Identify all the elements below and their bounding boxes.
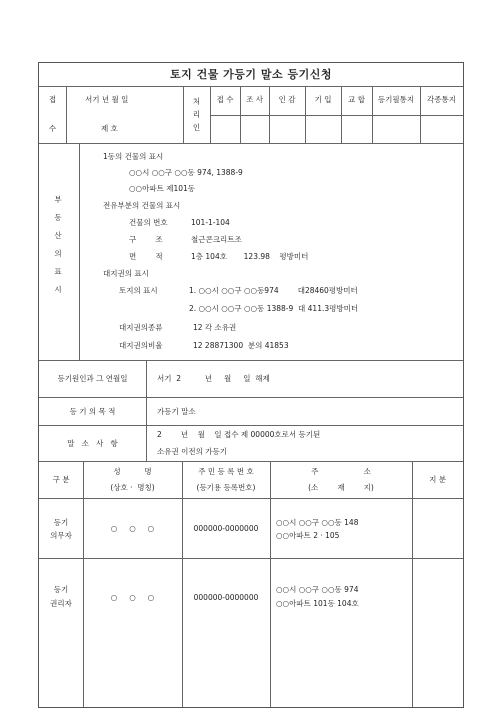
col-receipt: 접 수 (216, 95, 234, 104)
purpose-label: 등 기 의 목 적 (69, 407, 116, 416)
rule-property-bottom (39, 360, 463, 361)
cause-label: 등기원인과 그 연월일 (57, 374, 128, 383)
obligee-address-2: ○○아파트 101동 104호 (276, 599, 359, 608)
area: 1층 104호 123.98 평방미터 (191, 252, 309, 261)
receipt-label-bottom: 수 (48, 124, 57, 133)
land-heading: 대지권의 표시 (103, 269, 149, 278)
party-address-subheader: (소 재 지) (308, 483, 374, 492)
obligee-name: ○ ○ ○ (110, 593, 155, 602)
rule-col-6 (420, 86, 421, 143)
area-label: 면 적 (129, 252, 163, 261)
obligee-kind-2: 권리자 (50, 599, 72, 608)
land-ratio: 12 28871300 분의 41853 (193, 341, 289, 350)
rule-col-4 (341, 86, 342, 143)
process-label: 처리인 (192, 97, 201, 132)
party-share-header: 지 분 (429, 475, 446, 484)
rule-cause-bottom (39, 397, 463, 398)
rule-receipt-cols (210, 86, 211, 143)
obligor-address-1: ○○시 ○○구 ○○동 148 (276, 518, 359, 527)
rule-col-1 (240, 86, 241, 143)
cause-value: 서기 2 년 월 일 해제 (157, 374, 270, 383)
obligor-id: 000000-0000000 (193, 524, 259, 533)
party-kind-header: 구 분 (52, 475, 70, 484)
receipt-number: 제 호 (101, 124, 118, 133)
party-id-header: 주 민 등 록 번 호 (198, 467, 254, 476)
land-type-label: 대지권의종류 (119, 323, 163, 332)
building-heading: 1동의 건물의 표시 (103, 152, 164, 161)
cancel-line-2: 소유권 이전의 가등기 (157, 447, 227, 456)
purpose-value: 가등기 말소 (157, 407, 196, 416)
rule-party-1 (83, 461, 84, 707)
col-completion-notice: 등기필통지 (377, 95, 415, 104)
structure-label: 구 조 (129, 235, 163, 244)
land-1: 1. ○○시 ○○구 ○○동974 대28460평방미터 (189, 286, 358, 295)
property-label: 부동산의표시 (54, 195, 62, 294)
rule-purpose-bottom (39, 425, 463, 426)
land-type: 12 각 소유권 (193, 323, 237, 332)
unit-no: 101-1-104 (191, 218, 230, 227)
obligee-address-1: ○○시 ○○구 ○○동 974 (276, 585, 359, 594)
party-name-subheader: (상호 · 명칭) (110, 483, 155, 492)
rule-col-5 (372, 86, 373, 143)
obligor-kind-2: 의무자 (50, 531, 72, 540)
rule-obligor-bottom (39, 558, 463, 559)
building-address: ○○시 ○○구 ○○동 974, 1388-9 (129, 168, 243, 177)
rule-receipt-mid (210, 115, 463, 116)
party-id-subheader: (등기용 등록번호) (196, 483, 256, 492)
obligor-name: ○ ○ ○ (110, 524, 155, 533)
cancel-label: 말 소 사 항 (67, 439, 118, 448)
building-name: ○○아파트 제101동 (129, 184, 196, 193)
unit-no-label: 건물의 번호 (129, 218, 168, 227)
unit-heading: 전유부분의 건물의 표시 (103, 201, 181, 210)
rule-receipt-bottom (39, 143, 463, 144)
obligor-kind-1: 등기 (53, 518, 69, 527)
rule-col-3 (305, 86, 306, 143)
land-label: 토지의 표시 (119, 286, 158, 295)
rule-property-label (79, 143, 80, 360)
col-collate: 교 합 (348, 95, 365, 104)
obligee-id: 000000-0000000 (193, 593, 259, 602)
party-name-header: 성 명 (113, 467, 152, 476)
cancel-line-1: 2 년 월 일 접수 제 00000호로서 등기된 (157, 430, 321, 439)
party-address-header: 주 소 (311, 467, 371, 476)
col-entry: 기 입 (314, 95, 332, 104)
rule-party-3 (270, 461, 271, 707)
col-other-notice: 각종통지 (427, 95, 456, 104)
rule-header-bottom (39, 498, 463, 499)
rule-labels (146, 360, 147, 461)
registration-form (38, 62, 464, 708)
obligee-kind-1: 등기 (53, 585, 69, 594)
receipt-label-top: 접 (48, 95, 57, 104)
rule-party-2 (182, 461, 183, 707)
rule-title-bottom (39, 86, 463, 87)
col-inspect: 조 사 (246, 95, 263, 104)
obligor-address-2: ○○아파트 2 · 105 (276, 531, 340, 540)
col-seal: 인 감 (278, 95, 296, 104)
structure: 철근콘크리트조 (191, 235, 242, 244)
land-2: 2. ○○시 ○○구 ○○동 1388-9 대 411.3평방미터 (189, 304, 359, 313)
rule-cancel-bottom (39, 461, 463, 462)
rule-col-2 (269, 86, 270, 143)
page-title: 토지 건물 가등기 말소 등기신청 (170, 68, 332, 81)
rule-party-4 (412, 461, 413, 707)
receipt-date: 서기 년 월 일 (85, 95, 129, 104)
land-ratio-label: 대지권의비율 (119, 341, 163, 350)
rule-receipt-label (66, 86, 67, 143)
